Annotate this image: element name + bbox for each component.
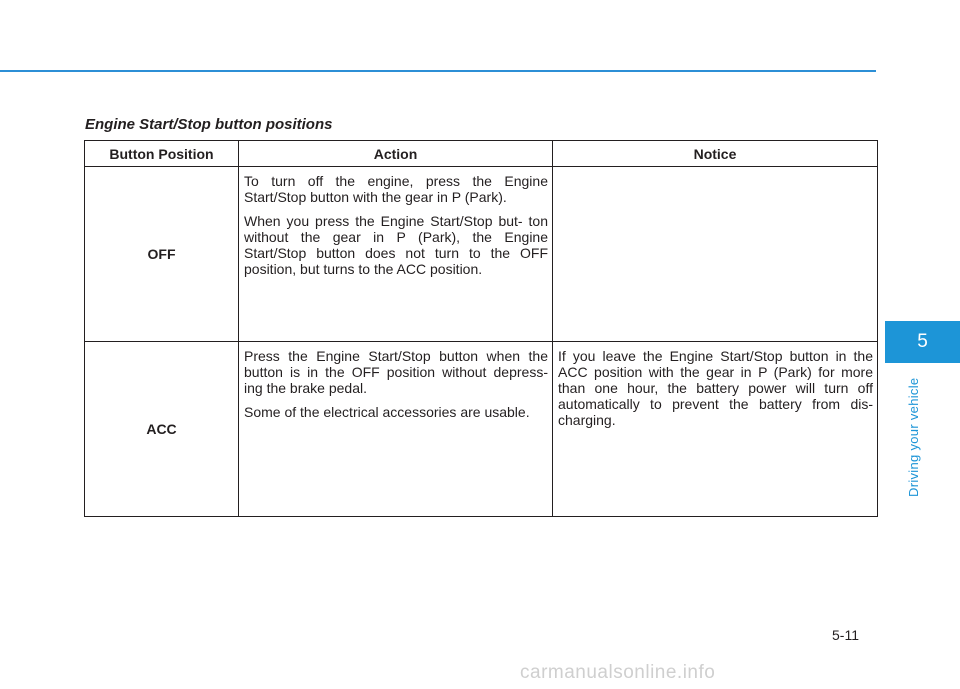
- action-text: To turn off the engine, press the Engine Start/Stop button with the gear in P (Park).: [244, 173, 548, 205]
- table-row-off: [85, 167, 878, 342]
- position-cell-acc: ACC: [85, 342, 239, 517]
- chapter-label: Driving your vehicle: [906, 377, 921, 497]
- action-text: Press the Engine Start/Stop button when the button is in the OFF position without depress- ing the brake pedal.: [244, 348, 548, 396]
- table-row-acc: [85, 342, 878, 517]
- action-text: When you press the Engine Start/Stop but- ton without the gear in P (Park), the Engine Start/Stop button does not turn to the OFF position, but turns to the ACC position.: [244, 213, 548, 277]
- table-header-row: [85, 141, 878, 167]
- notice-cell-acc: If you leave the Engine Start/Stop button in the ACC position with the gear in P (Park) for more than one hour, the battery power will turn off automatically to prevent the battery from dis- charging.: [553, 342, 878, 517]
- button-positions-table: [84, 140, 878, 517]
- notice-cell-off: [553, 167, 878, 342]
- position-cell-off: OFF: [85, 167, 239, 342]
- header-rule: [0, 70, 876, 72]
- action-cell-off: [239, 167, 553, 342]
- column-header-action: Action: [239, 141, 553, 167]
- column-header-button-position: Button Position: [85, 141, 239, 167]
- page-number: 5-11: [832, 627, 859, 643]
- action-cell-acc: [239, 342, 553, 517]
- column-header-notice: Notice: [553, 141, 878, 167]
- watermark: carmanualsonline.info: [520, 662, 716, 683]
- section-title: Engine Start/Stop button positions: [85, 116, 333, 133]
- action-text: Some of the electrical accessories are usable.: [244, 404, 530, 420]
- chapter-number-tab: 5: [885, 321, 960, 363]
